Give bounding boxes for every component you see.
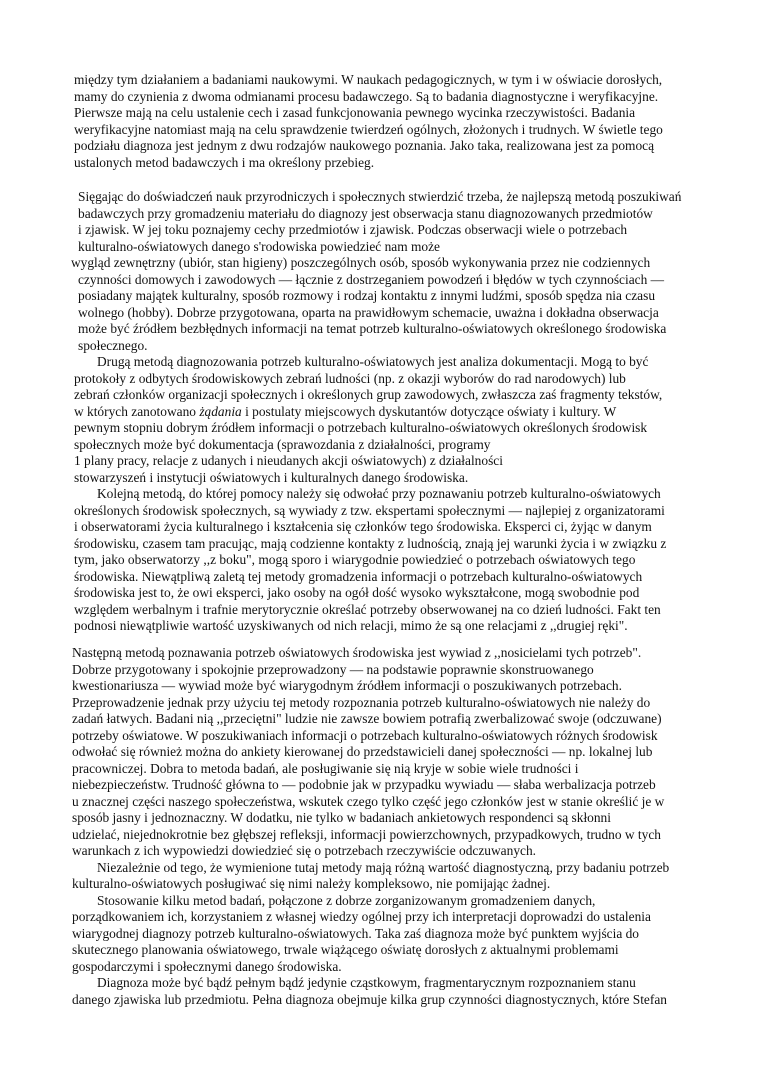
text-line: kulturalno-oświatowych posługiwać się nimi należy kompleksowo, nie pomijając żadnej. (72, 876, 551, 891)
text-line: Kolejną metodą, do której pomocy należy się odwołać przy poznawaniu potrzeb kulturalno-oświatowych (97, 486, 661, 501)
text-line: udzielać, niejednokrotnie bez głębszej refleksji, informacji powierzchownych, przypadkowych, trudno w tych (72, 826, 661, 842)
text-line: skutecznego planowania oświatowego, trwale wiążącego oświatę dorosłych z aktualnymi problemami (72, 942, 619, 957)
text-line: odwołać się również można do ankiety kierowanej do przedstawicieli danej społeczności — np. lokalnej lub (72, 744, 653, 759)
text-line: potrzeby oświatowe. W poszukiwaniach informacji o potrzebach kulturalno-oświatowych różnych środowisk (72, 727, 658, 743)
emphasized-word: żądania (199, 403, 242, 419)
text-line: kwestionariusza — wywiad może być wiarygodnym źródłem informacji o poszukiwanych potrzebach. (72, 678, 622, 693)
text-line: ustalonych metod badawczych i ma określony przebieg. (74, 154, 375, 170)
text-line: stowarzyszeń i instytucji oświatowych i kulturalnych danego środowiska. (74, 469, 469, 485)
text-line: 1 plany pracy, relacje z udanych i nieudanych akcji oświatowych) z działalności (74, 453, 503, 468)
text-line: sposób jasny i jednoznaczny. W dodatku, nie tylko w badaniach ankietowych respondenci są skłonni (72, 810, 611, 825)
text-line: niebezpieczeństw. Trudność główna to — podobnie jak w przypadku wywiadu — słaba werbalizacja potrzeb (72, 777, 656, 792)
text-line: wolnego (hobby). Dobrze przygotowana, oparta na prawidłowym schemacie, uważna i dokładna obserwacja (78, 304, 659, 320)
paragraph-diagnosis-research (0, 72, 760, 171)
text-line: Diagnoza może być bądź pełnym bądź jedynie cząstkowym, fragmentarycznym rozpoznaniem stanu (97, 975, 636, 990)
text-line: kulturalno-oświatowych danego s'rodowiska powiedzieć nam może (78, 238, 440, 254)
text-line: protokoły z odbytych środowiskowych zebrań ludności (np. z okazji wyborów do rad narodowych) lub (74, 370, 626, 386)
text-line: posiadany majątek kulturalny, sposób rozmowy i rodzaj kontaktu z innymi ludźmi, sposób spędza nia czasu (78, 288, 656, 303)
text-line: Stosowanie kilku metod badań, połączone z dobrze zorganizowanym gromadzeniem danych, (97, 892, 596, 908)
text-line: podnosi niewątpliwie wartość uzyskiwanych od nich relacji, mimo że są one relacjami z ,,drugiej ręki". (74, 618, 628, 633)
text-fragment: w których zanotowano (74, 403, 200, 419)
text-line: społecznego. (78, 337, 148, 353)
text-line: środowiska jest to, że owi eksperci, jako osoby na ogół dość wysoko wykształcone, mogą swobodnie pod (74, 585, 640, 600)
paragraphs-observation-documents-experts (0, 189, 760, 635)
text-line (0, 404, 760, 421)
text-line: między tym działaniem a badaniami naukowymi. W naukach pedagogicznych, w tym i w oświacie dorosłych, (74, 72, 663, 87)
text-fragment: i postulaty miejscowych dyskutantów dotyczące oświaty i kultury. W (241, 403, 617, 419)
text-line: pewnym stopniu dobrym źródłem informacji o potrzebach kulturalno-oświatowych określonych środowisk (74, 420, 648, 435)
text-line: Sięgając do doświadczeń nauk przyrodniczych i społecznych stwierdzić trzeba, że najlepszą metodą poszukiwań (78, 189, 682, 204)
text-line: i zjawisk. W jej toku poznajemy cechy przedmiotów i zjawisk. Podczas obserwacji wiele o potrzebach (78, 222, 628, 237)
text-line: społecznych może być dokumentacja (sprawozdania z działalności, programy (74, 436, 491, 452)
text-line: Następną metodą poznawania potrzeb oświatowych środowiska jest wywiad z ,,nosicielami tych potrzeb". (72, 645, 642, 660)
text-line: wiarygodnej diagnozy potrzeb kulturalno-oświatowych. Taka zaś diagnoza może być punktem wyjścia do (72, 925, 640, 941)
paragraphs-interviews-surveys-diagnosis (0, 645, 760, 1008)
text-line: u znacznej części naszego społeczeństwa, wskutek czego tylko część jego członków jest w stanie określić je w (72, 793, 665, 809)
text-line: Przeprowadzenie jednak przy użyciu tej metody rozpoznania potrzeb kulturalno-oświatowych nie należy do (72, 694, 651, 710)
text-line: Pierwsze mają na celu ustalenie cech i zasad funkcjonowania pewnego wycinka rzeczywistości. Badania (74, 105, 636, 120)
text-line: porządkowaniem ich, korzystaniem z własnej wiedzy ogólnej przy ich interpretacji doprowadzi do ustalenia (72, 909, 651, 924)
text-line: może być źródłem bezbłędnych informacji na temat potrzeb kulturalno-oświatowych określonego środowiska (78, 321, 667, 336)
text-line: względem werbalnym i trafnie merytorycznie określać potrzeby obserwowanej na co dzień ludności. Fakt ten (74, 601, 661, 617)
text-line: weryfikacyjne natomiast mają na celu sprawdzenie twierdzeń ogólnych, złożonych i trudnych. W świetle tego (74, 121, 663, 137)
text-line: danego zjawiska lub przedmiotu. Pełna diagnoza obejmuje kilka grup czynności diagnostycznych, które Stefan (72, 991, 667, 1007)
text-line: zadań łatwych. Badani nią ,,przeciętni" ludzie nie zawsze bowiem potrafią zwerbalizować swoje (odczuwane) (72, 711, 662, 726)
text-line: warunkach z ich wypowiedzi dowiedzieć się o potrzebach rzeczywiście odczuwanych. (72, 843, 536, 858)
text-line: czynności domowych i zawodowych — łącznie z dostrzeganiem powodzeń i błędów w tych czynnościach — (78, 271, 665, 287)
text-line: pracowniczej. Dobra to metoda badań, ale posługiwanie się nią kryje w sobie wiele trudności i (72, 760, 579, 776)
text-line: tym, jako obserwatorzy ,,z boku", mogą sporo i wiarygodnie powiedzieć o potrzebach oświatowych tego (74, 552, 636, 567)
text-line: Drugą metodą diagnozowania potrzeb kulturalno-oświatowych jest analiza dokumentacji. Mogą to być (97, 354, 649, 369)
text-line: zebrań członków organizacji społecznych i określonych grup zawodowych, zwłaszcza zaś fragmenty tekstów, (74, 387, 663, 402)
text-line: wygląd zewnętrzny (ubiór, stan higieny) poszczególnych osób, sposób wykonywania przez nie codziennych (71, 255, 651, 270)
text-line: podziału diagnoza jest jednym z dwu rodzajów naukowego poznania. Jako taka, realizowana jest za pomocą (74, 138, 655, 153)
text-line: Niezależnie od tego, że wymienione tutaj metody mają różną wartość diagnostyczną, przy badaniu potrzeb (97, 859, 670, 875)
text-line: określonych środowisk społecznych, są wywiady z tzw. ekspertami społecznymi — najlepiej z organizatorami (74, 502, 665, 518)
text-line: Dobrze przygotowany i spokojnie przeprowadzony — na podstawie poprawnie skonstruowanego (72, 661, 594, 677)
text-line: i obserwatorami życia kulturalnego i kształcenia się członków tego środowiska. Eksperci ci, żyjąc w danym (74, 519, 652, 534)
text-line: mamy do czynienia z dwoma odmianami procesu badawczego. Są to badania diagnostyczne i weryfikacyjne. (74, 88, 659, 104)
text-line: środowiska. Niewątpliwą zaletą tej metody gromadzenia informacji o potrzebach kulturalno-oświatowych (74, 568, 643, 584)
text-line: badawczych przy gromadzeniu materiału do diagnozy jest obserwacja stanu diagnozowanych przedmiotów (78, 205, 653, 221)
text-line: środowisku, czasem tam pracując, mają codzienne kontakty z ludnością, znają jej warunki życia i w związku z (74, 535, 667, 551)
text-line: gospodarczymi i społecznymi danego środowiska. (72, 958, 342, 974)
